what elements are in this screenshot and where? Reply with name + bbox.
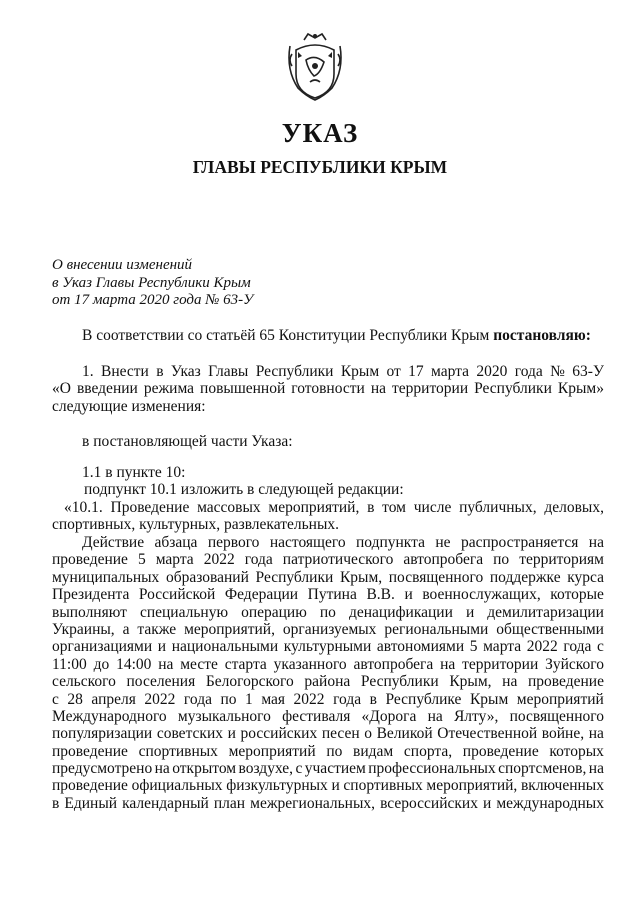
word: территории bbox=[392, 380, 469, 398]
word: Отечественной bbox=[437, 725, 538, 743]
justified-line bbox=[52, 499, 604, 516]
word: от bbox=[386, 363, 401, 380]
justified-line bbox=[52, 795, 604, 812]
word: спортивных bbox=[138, 742, 218, 760]
justified-line bbox=[52, 604, 604, 621]
word: открытом bbox=[172, 760, 237, 778]
justified-line bbox=[52, 725, 604, 742]
word: месте bbox=[180, 655, 218, 673]
word: Крым bbox=[340, 363, 380, 380]
word: Республики bbox=[360, 673, 439, 691]
word: общественными bbox=[496, 620, 604, 638]
word: песен bbox=[321, 725, 360, 743]
word: Международного bbox=[52, 707, 167, 725]
word: культурными bbox=[283, 638, 372, 656]
word: Республики bbox=[255, 363, 334, 380]
word: Белогорского bbox=[205, 673, 294, 691]
document-subtitle: ГЛАВЫ РЕСПУБЛИКИ КРЫМ bbox=[192, 157, 448, 177]
word: распространяется bbox=[460, 534, 579, 551]
word: В.В. bbox=[366, 586, 395, 604]
word: Республики bbox=[255, 568, 334, 586]
word: подпункта bbox=[355, 534, 425, 551]
word: с bbox=[295, 760, 303, 778]
word: мероприятий bbox=[228, 742, 316, 760]
word: организациями bbox=[52, 638, 153, 656]
word: региональными bbox=[384, 620, 489, 638]
word: Крым» bbox=[557, 380, 604, 398]
word: патриотического bbox=[282, 551, 394, 569]
word: участием bbox=[304, 760, 366, 778]
word: Ялту», bbox=[453, 707, 499, 725]
subject-line: от 17 марта 2020 года № 63-У bbox=[52, 292, 254, 308]
word: года bbox=[514, 363, 543, 380]
word: настоящего bbox=[269, 534, 346, 551]
justified-line bbox=[52, 551, 604, 568]
word: готовности bbox=[291, 380, 365, 398]
word: войне, bbox=[541, 725, 585, 743]
word: Российской bbox=[138, 586, 216, 604]
word: проведение bbox=[528, 673, 604, 691]
word: специальную bbox=[139, 603, 229, 621]
word: мероприятий, bbox=[184, 620, 275, 638]
word: 2022 bbox=[144, 690, 176, 708]
word: поддержке bbox=[489, 568, 561, 586]
quote-block bbox=[52, 499, 604, 534]
word: проведение bbox=[52, 777, 128, 795]
justified-line bbox=[52, 656, 604, 673]
word: поселения bbox=[126, 673, 196, 691]
word: российских bbox=[240, 725, 318, 743]
text-line: следующие изменения: bbox=[52, 397, 206, 415]
preamble bbox=[52, 327, 604, 344]
word: на bbox=[440, 655, 456, 673]
word: с bbox=[52, 690, 59, 708]
word: автономиями bbox=[376, 638, 465, 656]
word: территории bbox=[462, 655, 539, 673]
part-line bbox=[52, 433, 604, 450]
word: марта bbox=[155, 551, 194, 569]
word: 14:00 bbox=[116, 655, 152, 673]
word: первого bbox=[207, 534, 260, 551]
word: денацификации bbox=[348, 603, 453, 621]
word: всероссийских bbox=[380, 794, 478, 812]
word: воздухе, bbox=[238, 760, 294, 778]
word: Украины, bbox=[52, 620, 115, 638]
word: демилитаризации bbox=[487, 603, 604, 621]
word: года bbox=[244, 551, 273, 569]
word: «О bbox=[52, 380, 71, 398]
word: «10.1. bbox=[64, 499, 103, 516]
word: введении bbox=[76, 380, 138, 398]
word: советских bbox=[156, 725, 223, 743]
word: в bbox=[52, 794, 60, 812]
justified-line bbox=[52, 621, 604, 638]
text-line: 1.1 в пункте 10: bbox=[82, 464, 186, 481]
subject-line: О внесении изменений bbox=[52, 257, 193, 273]
coat-of-arms-icon bbox=[284, 30, 346, 102]
word: популяризации bbox=[52, 725, 153, 743]
subject-line: в Указ Главы Республики Крым bbox=[52, 274, 251, 291]
word: не bbox=[435, 534, 451, 551]
subject-block bbox=[52, 257, 253, 310]
word: мая bbox=[261, 690, 286, 708]
word: спортивных bbox=[343, 777, 423, 795]
word: марта bbox=[431, 363, 470, 380]
word: 5 bbox=[469, 638, 478, 656]
word: календарный bbox=[122, 794, 209, 812]
justified-line bbox=[52, 760, 604, 777]
word: Внести bbox=[100, 363, 149, 380]
justified-line bbox=[52, 743, 604, 760]
justified-line bbox=[52, 708, 604, 725]
word: мероприятий, bbox=[268, 499, 360, 516]
word: спортсменов, bbox=[498, 760, 587, 778]
word: а bbox=[122, 620, 130, 638]
word: национальными bbox=[171, 638, 279, 656]
word: числе bbox=[413, 499, 452, 516]
word: о bbox=[364, 725, 372, 743]
word: проведение bbox=[52, 742, 128, 760]
word: посвященного bbox=[388, 568, 484, 586]
word: профессиональных bbox=[368, 760, 496, 778]
word: посвященного bbox=[509, 707, 604, 725]
word: Единый bbox=[64, 794, 118, 812]
justified-line bbox=[52, 363, 604, 380]
word: 5 bbox=[137, 551, 146, 569]
word: проведение bbox=[52, 551, 128, 569]
word: Федерации bbox=[224, 586, 299, 604]
word: Крым bbox=[469, 690, 509, 708]
word: Республики bbox=[474, 380, 552, 398]
word: видам bbox=[353, 742, 394, 760]
word: организуемых bbox=[282, 620, 377, 638]
word: 2022 bbox=[203, 551, 235, 569]
word: абзаца bbox=[154, 534, 198, 551]
word: муниципальных bbox=[52, 568, 160, 586]
word: Республике bbox=[385, 690, 462, 708]
word: публичных, bbox=[459, 499, 537, 516]
word: указанного bbox=[273, 655, 347, 673]
justified-line bbox=[52, 534, 604, 551]
word: в bbox=[367, 499, 375, 516]
word: выполняют bbox=[52, 603, 127, 621]
word: автопробега bbox=[353, 655, 434, 673]
word: официальных bbox=[131, 777, 223, 795]
justified-line bbox=[52, 691, 604, 708]
document-title: УКАЗ bbox=[281, 118, 359, 148]
word: спорта, bbox=[403, 742, 453, 760]
preamble-decree-word: постановляю: bbox=[493, 327, 591, 344]
word: 2022 bbox=[293, 690, 325, 708]
word: и bbox=[331, 777, 340, 795]
word: Крым, bbox=[339, 568, 383, 586]
word: 1. bbox=[82, 363, 94, 380]
word: международных bbox=[496, 794, 604, 812]
word: которые bbox=[550, 586, 604, 604]
word: межрегиональных, bbox=[250, 794, 376, 812]
word: на bbox=[502, 673, 518, 691]
word: с bbox=[597, 638, 604, 656]
word: военнослужащих, bbox=[422, 586, 541, 604]
word: апреля bbox=[91, 690, 136, 708]
word: физкультурных bbox=[226, 777, 328, 795]
word: на bbox=[588, 534, 604, 551]
justified-line bbox=[52, 569, 604, 586]
word: района bbox=[304, 673, 351, 691]
word: Действие bbox=[82, 534, 145, 551]
word: режима bbox=[143, 380, 195, 398]
word: года bbox=[333, 690, 362, 708]
word: фестиваля bbox=[282, 707, 351, 725]
word: на bbox=[588, 760, 604, 778]
justified-line bbox=[52, 380, 604, 397]
word: включенных bbox=[520, 777, 604, 795]
preamble-text: В соответствии со статьёй 65 Конституции Республики Крым bbox=[82, 327, 490, 344]
word: том bbox=[382, 499, 406, 516]
word: года bbox=[183, 690, 212, 708]
word: музыкального bbox=[177, 707, 271, 725]
word: проведение bbox=[462, 742, 539, 760]
word: до bbox=[93, 655, 110, 673]
word: 11:00 bbox=[52, 655, 87, 673]
word: операцию bbox=[241, 603, 307, 621]
word: Крым, bbox=[449, 673, 492, 691]
word: повышенной bbox=[200, 380, 286, 398]
word: и bbox=[157, 638, 167, 656]
word: план bbox=[213, 794, 246, 812]
word: по bbox=[319, 603, 336, 621]
word: «Дорога bbox=[361, 707, 417, 725]
justified-line bbox=[52, 638, 604, 655]
main-paragraph bbox=[52, 534, 604, 812]
word: № bbox=[550, 363, 565, 380]
text-line: в постановляющей части Указа: bbox=[82, 433, 293, 450]
word: автопробега bbox=[403, 551, 484, 569]
word: на bbox=[370, 380, 387, 398]
word: на bbox=[588, 725, 604, 743]
word: на bbox=[427, 707, 443, 725]
word: Главы bbox=[208, 363, 249, 380]
word: 2022 bbox=[526, 638, 558, 656]
text-line: спортивных, культурных, развлекательных. bbox=[52, 516, 339, 534]
word: Зуйского bbox=[545, 655, 604, 673]
word: марта bbox=[483, 638, 522, 656]
word: Путина bbox=[307, 586, 357, 604]
word: по bbox=[220, 690, 237, 708]
word: и bbox=[465, 603, 475, 621]
word: курса bbox=[567, 568, 604, 586]
word: года bbox=[563, 638, 592, 656]
word: и bbox=[483, 794, 492, 812]
word: по bbox=[493, 551, 510, 569]
word: мероприятий, bbox=[426, 777, 518, 795]
word: Великой bbox=[376, 725, 433, 743]
word: и bbox=[404, 586, 413, 604]
word: в bbox=[369, 690, 377, 708]
word: 28 bbox=[67, 690, 83, 708]
word: 2020 bbox=[476, 363, 508, 380]
word: территориям bbox=[519, 551, 604, 569]
word: и bbox=[227, 725, 236, 743]
item-1 bbox=[52, 363, 604, 415]
word: сельского bbox=[52, 673, 116, 691]
point-block bbox=[52, 464, 604, 499]
word: на bbox=[154, 760, 170, 778]
word: 63-У bbox=[572, 363, 604, 380]
word: 17 bbox=[408, 363, 424, 380]
word: которых bbox=[549, 742, 604, 760]
word: деловых, bbox=[544, 499, 604, 516]
word: предусмотрено bbox=[52, 760, 153, 778]
word: 1 bbox=[245, 690, 253, 708]
word: по bbox=[326, 742, 343, 760]
word: в bbox=[156, 363, 164, 380]
word: Проведение bbox=[110, 499, 190, 516]
word: также bbox=[137, 620, 177, 638]
word: мероприятий bbox=[516, 690, 604, 708]
justified-line bbox=[52, 777, 604, 794]
justified-line bbox=[52, 673, 604, 690]
word: Президента bbox=[52, 586, 130, 604]
word: Указ bbox=[170, 363, 201, 380]
word: на bbox=[158, 655, 174, 673]
word: старта bbox=[224, 655, 267, 673]
word: массовых bbox=[197, 499, 261, 516]
justified-line bbox=[52, 586, 604, 603]
word: образований bbox=[165, 568, 249, 586]
text-line: подпункт 10.1 изложить в следующей редакции: bbox=[84, 481, 404, 499]
